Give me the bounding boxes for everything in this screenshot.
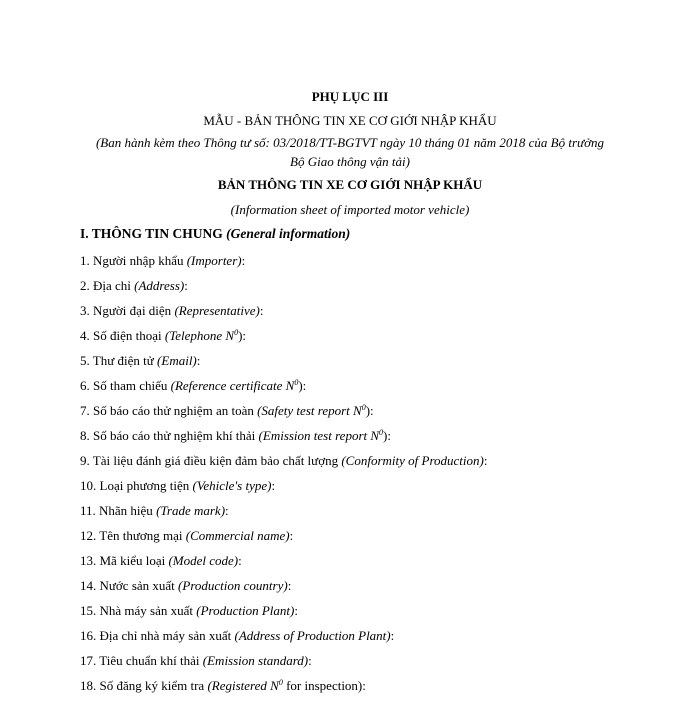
field-label-english: (Commercial name) <box>185 528 290 543</box>
field-suffix: : <box>483 453 488 468</box>
section-label: I. THÔNG TIN CHUNG <box>80 226 223 241</box>
superscript: 0 <box>234 328 239 337</box>
field-item <box>80 601 670 626</box>
field-suffix: : <box>225 503 229 518</box>
field-item <box>80 651 670 676</box>
field-suffix: for inspection): <box>282 678 366 693</box>
field-label-english: (Representative) <box>174 303 260 318</box>
field-item <box>80 326 670 351</box>
field-label-english: (Address of Production Plant) <box>234 628 391 643</box>
field-suffix: : <box>390 628 395 643</box>
field-suffix: : <box>289 528 294 543</box>
field-label: 1. Người nhập khẩu <box>80 253 184 268</box>
field-label: 5. Thư điện tử <box>80 353 154 368</box>
field-item <box>80 476 670 501</box>
field-suffix: : <box>238 553 242 568</box>
superscript: 0 <box>294 378 299 387</box>
field-label-english: (Importer) <box>186 253 242 268</box>
field-item <box>80 576 670 601</box>
field-label: 17. Tiêu chuẩn khí thải <box>80 653 200 668</box>
field-suffix: : <box>241 253 246 268</box>
form-title: MẪU - BẢN THÔNG TIN XE CƠ GIỚI NHẬP KHẨU <box>203 113 497 128</box>
superscript: 0 <box>379 428 384 437</box>
field-label: 6. Số tham chiếu <box>80 378 168 393</box>
appendix-title: PHỤ LỤC III <box>311 89 389 104</box>
field-item <box>80 426 670 451</box>
field-item <box>80 351 670 376</box>
field-label: 15. Nhà máy sản xuất <box>80 603 194 618</box>
field-label-english: (Trade mark) <box>156 503 226 518</box>
field-label-english: (Email) <box>157 353 197 368</box>
field-label: 4. Số điện thoại <box>80 328 162 343</box>
sheet-title-english: (Information sheet of imported motor vehicle) <box>230 202 470 217</box>
section-heading-general <box>80 226 350 242</box>
field-label: 16. Địa chỉ nhà máy sản xuất <box>80 628 232 643</box>
field-label: 12. Tên thương mại <box>80 528 183 543</box>
field-item <box>80 401 670 426</box>
field-label: 10. Loại phương tiện <box>80 478 190 493</box>
field-label: 18. Số đăng ký kiểm tra <box>80 678 205 693</box>
field-label: 2. Địa chỉ <box>80 278 131 293</box>
field-item <box>80 451 670 476</box>
superscript: 0 <box>361 403 366 412</box>
sheet-title: BẢN THÔNG TIN XE CƠ GIỚI NHẬP KHẨU <box>217 177 483 192</box>
field-label-english: (Conformity of Production) <box>341 453 484 468</box>
field-label-english: (Address) <box>134 278 185 293</box>
section-label-english: (General information) <box>226 226 351 241</box>
field-suffix: ): <box>298 378 307 393</box>
field-suffix: : <box>184 278 188 293</box>
field-suffix: : <box>196 353 201 368</box>
field-label-english: (Emission standard) <box>202 653 309 668</box>
field-suffix: ): <box>383 428 391 443</box>
field-label: 13. Mã kiểu loại <box>80 553 166 568</box>
field-item <box>80 251 670 276</box>
field-label-english: (Model code) <box>168 553 239 568</box>
field-item <box>80 526 670 551</box>
field-label: 3. Người đại diện <box>80 303 172 318</box>
field-label: 9. Tài liệu đánh giá điều kiện đảm bảo chất lượng <box>80 453 339 468</box>
field-label: 14. Nước sản xuất <box>80 578 175 593</box>
field-suffix: ): <box>238 328 247 343</box>
field-suffix: : <box>259 303 264 318</box>
field-item <box>80 276 670 301</box>
field-label: 7. Số báo cáo thử nghiệm an toàn <box>80 403 254 418</box>
field-item <box>80 676 670 701</box>
field-item <box>80 301 670 326</box>
decree-note: (Ban hành kèm theo Thông tư số: 03/2018/TT-BGTVT ngày 10 tháng 01 năm 2018 của Bộ trưởng Bộ Giao thông vận tải) <box>95 135 605 169</box>
field-suffix: : <box>294 603 298 618</box>
field-item <box>80 626 670 651</box>
field-label-english: (Registered $N^0$ <box>207 678 283 693</box>
field-label: 11. Nhãn hiệu <box>80 503 153 518</box>
field-suffix: : <box>271 478 276 493</box>
field-label-english: (Safety test report $N^0$ <box>257 403 366 418</box>
field-list <box>80 251 670 701</box>
field-label-english: (Reference certificate $N^0$ <box>170 378 299 393</box>
field-suffix: : <box>308 653 312 668</box>
field-item <box>80 551 670 576</box>
field-label-english: (Vehicle's type) <box>192 478 272 493</box>
field-suffix: ): <box>365 403 374 418</box>
field-item <box>80 376 670 401</box>
field-label-english: (Telephone $N^0$ <box>164 328 239 343</box>
field-label-english: (Production country) <box>178 578 288 593</box>
superscript: 0 <box>278 678 283 687</box>
field-suffix: : <box>287 578 292 593</box>
field-label-english: (Emission test report $N^0$ <box>258 428 384 443</box>
field-label: 8. Số báo cáo thử nghiệm khí thải <box>80 428 256 443</box>
field-label-english: (Production Plant) <box>196 603 295 618</box>
field-item <box>80 501 670 526</box>
